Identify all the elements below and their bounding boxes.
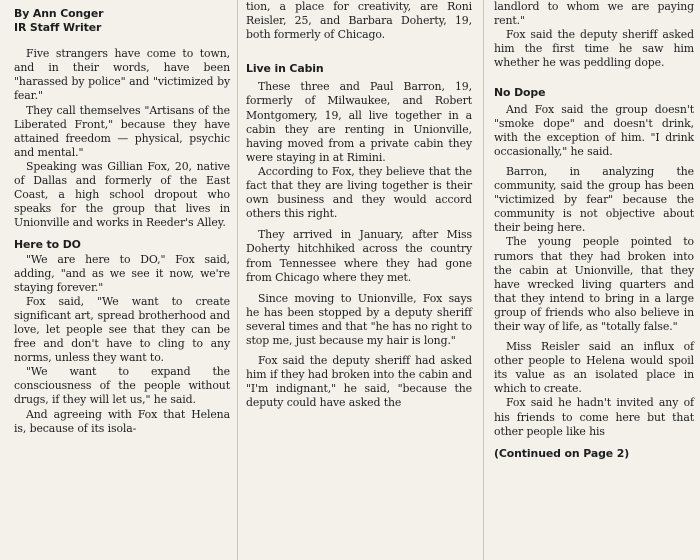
paragraph: Fox said, "We want to create significant art, spread brotherhood and love, let people see that they can be free and don't have to cling to any norms, unless they want to.	[14, 294, 230, 365]
paragraph: These three and Paul Barron, 19, formerly of Milwaukee, and Robert Montgomery, 19, all live together in a cabin they are renting in Unionville, having moved from a private cabin they were staying in at Rimini.	[246, 80, 472, 164]
paragraph: Since moving to Unionville, Fox says he has been stopped by a deputy sheriff several times and that "he has no right to stop me, just because my hair is long."	[246, 291, 472, 347]
paragraph: They arrived in January, after Miss Doherty hitchhiked across the country from Tennessee where they had gone from Chicago where they met.	[246, 228, 472, 284]
subheading: Live in Cabin	[246, 62, 324, 76]
paragraph: Five strangers have come to town, and in their words, have been "harassed by police" and "victimized by fear."	[14, 47, 230, 103]
paragraph: tion, a place for creativity, are Roni Reisler, 25, and Barbara Doherty, 19, both formerly of Chicago.	[246, 0, 472, 42]
byline-title: IR Staff Writer	[14, 21, 102, 35]
paragraph: And agreeing with Fox that Helena is, because of its isola-	[14, 407, 230, 435]
paragraph: They call themselves "Artisans of the Liberated Front," because they have attained freedom — physical, psychic and mental."	[14, 103, 230, 159]
subheading: No Dope	[494, 86, 546, 100]
subheading: Here to DO	[14, 238, 81, 252]
paragraph: Fox said the deputy sheriff had asked him if they had broken into the cabin and "I'm indignant," he said, "because the deputy could have asked the	[246, 354, 472, 410]
paragraph: Fox said the deputy sheriff asked him the first time he saw him whether he was peddling dope.	[494, 28, 694, 70]
paragraph: landlord to whom we are paying rent."	[494, 0, 694, 28]
column-rule	[237, 0, 238, 560]
paragraph: Miss Reisler said an influx of other people to Helena would spoil its value as an isolated place in which to create.	[494, 340, 694, 396]
paragraph: Fox said he hadn't invited any of his friends to come here but that other people like his	[494, 396, 694, 438]
paragraph: "We are here to DO," Fox said, adding, "and as we see it now, we're staying forever."	[14, 252, 230, 294]
byline-author: By Ann Conger	[14, 7, 104, 20]
article-column-1	[14, 0, 230, 436]
paragraph: "We want to expand the consciousness of the people without drugs, if they will let us," he said.	[14, 365, 230, 407]
paragraph: According to Fox, they believe that the fact that they are living together is their own business and they would accord others this right.	[246, 164, 472, 221]
paragraph: Speaking was Gillian Fox, 20, native of Dallas and formerly of the East Coast, a high school dropout who speaks for the group that lives in Unionville and works in Reeder's Alley.	[14, 159, 230, 230]
continued-notice: (Continued on Page 2)	[494, 446, 630, 460]
paragraph: The young people pointed to rumors that they had broken into the cabin at Unionville, that they have wrecked living quarters and that they intend to bring in a large group of friends who also believe in their way of life, as "totally false."	[494, 235, 694, 333]
article-column-3	[494, 0, 694, 461]
article-column-2	[246, 0, 472, 410]
paragraph: And Fox said the group doesn't "smoke dope" and doesn't drink, with the exception of him. "I drink occasionally," he said.	[494, 102, 694, 158]
column-rule	[483, 0, 484, 560]
paragraph: Barron, in analyzing the community, said the group has been "victimized by fear" because the community is not objective about their being here.	[494, 164, 694, 235]
